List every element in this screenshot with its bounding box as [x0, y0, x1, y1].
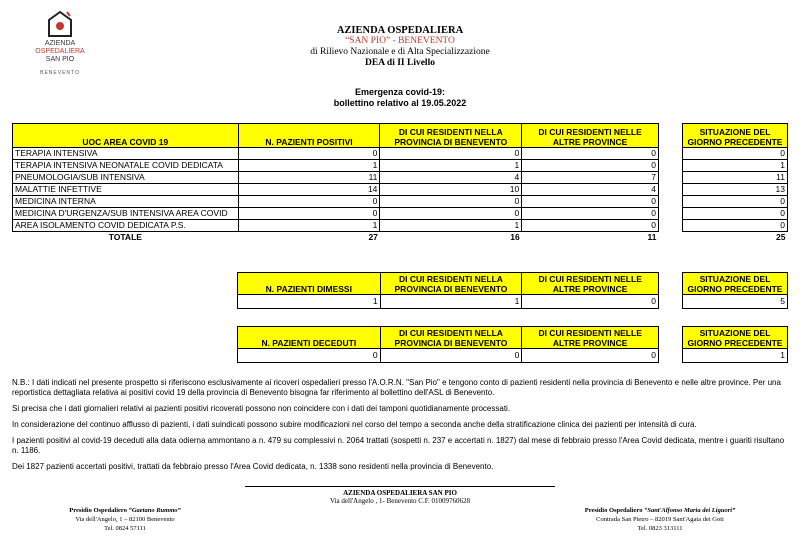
table-row [683, 208, 788, 220]
row-other: 0 [522, 148, 659, 160]
discharged-bn-value: 1 [380, 295, 522, 309]
note-paragraph: Si precisa che i dati giornalieri relativi ai pazienti positivi ricoverati possono non coincidere con i dati dei tamponi quotidianamente processati. [12, 404, 511, 413]
row-name: MEDICINA INTERNA [13, 196, 239, 208]
deceased-prev-header: SITUAZIONE DEL GIORNO PRECEDENTE [683, 327, 788, 349]
table-row [683, 196, 788, 208]
discharged-table [237, 272, 659, 309]
row-bn: 1 [380, 160, 522, 172]
deceased-bn-value: 0 [380, 349, 522, 363]
row-bn: 0 [380, 208, 522, 220]
row-bn: 0 [380, 148, 522, 160]
bulletin-title [250, 87, 550, 109]
row-other: 0 [522, 196, 659, 208]
footer-right-tel: Tel. 0823 313111 [637, 525, 683, 532]
header-line3: di Rilievo Nazionale e di Alta Specializzazione [310, 47, 490, 57]
row-name: MALATTIE INFETTIVE [13, 184, 239, 196]
header-title: AZIENDA OSPEDALIERA [336, 25, 464, 36]
table-row [683, 184, 788, 196]
row-other: 7 [522, 172, 659, 184]
table-row [13, 196, 659, 208]
footer-center-address: Via dell'Angelo , 1- Benevento C.F. 01009760628 [329, 497, 471, 505]
row-other: 0 [522, 208, 659, 220]
logo-text-3: SAN PIO [45, 56, 75, 63]
discharged-prev-table [682, 272, 788, 309]
footer-left [50, 506, 200, 533]
table-row [13, 160, 659, 172]
footer-left-address: Via dell'Angelo, 1 – 82100 Benevento [75, 516, 175, 523]
discharged-value: 1 [238, 295, 381, 309]
deceased-prev-value: 1 [683, 349, 788, 363]
footer-divider [245, 486, 555, 487]
notes-section [12, 378, 787, 478]
footer-right [560, 506, 760, 533]
discharged-prev-header: SITUAZIONE DEL GIORNO PRECEDENTE [683, 273, 788, 295]
deceased-value: 0 [238, 349, 381, 363]
header-line4: DEA di II Livello [365, 58, 435, 68]
footer-center-title: AZIENDA OSPEDALIERA SAN PIO [343, 489, 457, 497]
row-pos: 14 [238, 184, 380, 196]
prev-value: 0 [683, 196, 788, 208]
row-bn: 0 [380, 196, 522, 208]
table-row [238, 295, 659, 309]
note-paragraph: In considerazione del continuo afflusso di pazienti, i dati suindicati possono subire modificazioni nel corso del tempo a seconda anche della stratificazione clinica dei pazienti per intensità di cura. [12, 420, 697, 429]
table-row [683, 220, 788, 232]
deceased-other-header: DI CUI RESIDENTI NELLE ALTRE PROVINCE [522, 327, 659, 349]
footer-right-name: “Sant'Alfonso Maria dei Liguori” [644, 507, 736, 514]
row-name: MEDICINA D'URGENZA/SUB INTENSIVA AREA COVID [13, 208, 239, 220]
row-pos: 0 [238, 208, 380, 220]
discharged-other-header: DI CUI RESIDENTI NELLE ALTRE PROVINCE [522, 273, 659, 295]
row-pos: 0 [238, 148, 380, 160]
footer-left-tel: Tel. 0824 57111 [104, 525, 146, 532]
prev-value: 0 [683, 220, 788, 232]
prev-total-row [683, 232, 788, 244]
header-subtitle: “SAN PIO” - BENEVENTO [345, 36, 455, 46]
col-header-positivi: N. PAZIENTI POSITIVI [238, 124, 380, 148]
row-name: TERAPIA INTENSIVA NEONATALE COVID DEDICATA [13, 160, 239, 172]
row-other: 0 [522, 220, 659, 232]
table-row [13, 184, 659, 196]
table-row [13, 172, 659, 184]
deceased-prev-table [682, 326, 788, 363]
discharged-bn-header: DI CUI RESIDENTI NELLA PROVINCIA DI BENEVENTO [380, 273, 522, 295]
deceased-other-value: 0 [522, 349, 659, 363]
discharged-other-value: 0 [522, 295, 659, 309]
discharged-prev-value: 5 [683, 295, 788, 309]
col-header-uoc: UOC AREA COVID 19 [13, 124, 239, 148]
prev-header: SITUAZIONE DEL GIORNO PRECEDENTE [683, 124, 788, 148]
deceased-table [237, 326, 659, 363]
row-other: 0 [522, 160, 659, 172]
row-pos: 0 [238, 196, 380, 208]
footer-left-label: Presidio Ospedaliero [69, 507, 129, 514]
col-header-bn: DI CUI RESIDENTI NELLA PROVINCIA DI BENEVENTO [380, 124, 522, 148]
total-pos: 27 [368, 232, 378, 242]
note-paragraph: I pazienti positivi al covid-19 deceduti alla data odierna ammontano a n. 479 su complessivi n. 2064 trattati (sospetti n. 237 e accertati n. 1827) dal mese di febbraio presso l'Area Covid dedicata, mentre i guariti risultano n. 1186. [12, 436, 785, 455]
prev-value: 1 [683, 160, 788, 172]
table-row [683, 148, 788, 160]
row-bn: 10 [380, 184, 522, 196]
total-label: TOTALE [108, 232, 142, 242]
row-bn: 1 [380, 220, 522, 232]
note-paragraph: Dei 1827 pazienti accertati positivi, trattati da febbraio presso l'Area Covid dedicata, n. 1338 sono residenti nella provincia di Benevento. [12, 462, 494, 471]
prev-value: 0 [683, 148, 788, 160]
row-bn: 4 [380, 172, 522, 184]
prev-value: 0 [683, 208, 788, 220]
footer-right-address: Contrada San Pietro – 82019 Sant'Agata dei Goti [596, 516, 724, 523]
note-paragraph: N.B.: I dati indicati nel presente prospetto si riferiscono esclusivamente ai ricoveri ospedalieri presso l'A.O.R.N. "San Pio" e tengono conto di pazienti residenti nella provincia di Benevento e nelle altre province. Per una reportistica dettagliata relativa ai positivi covid 19 della provincia di Benevento bisogna far riferimento al bollettino dell'ASL di Benevento. [12, 378, 781, 397]
row-pos: 1 [238, 220, 380, 232]
table-row [683, 172, 788, 184]
row-pos: 11 [238, 172, 380, 184]
table-row [13, 220, 659, 232]
row-name: PNEUMOLOGIA/SUB INTENSIVA [13, 172, 239, 184]
col-header-other: DI CUI RESIDENTI NELLE ALTRE PROVINCE [522, 124, 659, 148]
bulletin-line2: bollettino relativo al 19.05.2022 [333, 98, 467, 108]
table-row [238, 349, 659, 363]
covid-main-table [12, 123, 659, 243]
table-row [683, 160, 788, 172]
prev-main-table [682, 123, 788, 243]
row-name: TERAPIA INTENSIVA [13, 148, 239, 160]
logo-text-2: OSPEDALIERA [35, 48, 85, 55]
bulletin-line1: Emergenza covid-19: [354, 87, 446, 97]
table-row [13, 208, 659, 220]
document-header [200, 25, 600, 69]
total-bn: 16 [510, 232, 520, 242]
hospital-logo [30, 10, 90, 85]
logo-icon [47, 10, 73, 38]
total-row [13, 232, 659, 244]
prev-value: 13 [683, 184, 788, 196]
deceased-bn-header: DI CUI RESIDENTI NELLA PROVINCIA DI BENEVENTO [380, 327, 522, 349]
row-pos: 1 [238, 160, 380, 172]
row-name: AREA ISOLAMENTO COVID DEDICATA P.S. [13, 220, 239, 232]
table-row [13, 148, 659, 160]
logo-text-1: AZIENDA [44, 40, 76, 47]
discharged-header: N. PAZIENTI DIMESSI [238, 273, 381, 295]
deceased-header: N. PAZIENTI DECEDUTI [238, 327, 381, 349]
total-other: 11 [647, 232, 657, 242]
prev-total: 25 [776, 232, 786, 242]
footer-right-label: Presidio Ospedaliero [584, 507, 645, 514]
footer-center [250, 489, 550, 505]
row-other: 4 [522, 184, 659, 196]
logo-text-4: BENEVENTO [40, 70, 80, 76]
footer-left-name: “Gaetano Rummo” [128, 507, 181, 514]
prev-value: 11 [683, 172, 788, 184]
